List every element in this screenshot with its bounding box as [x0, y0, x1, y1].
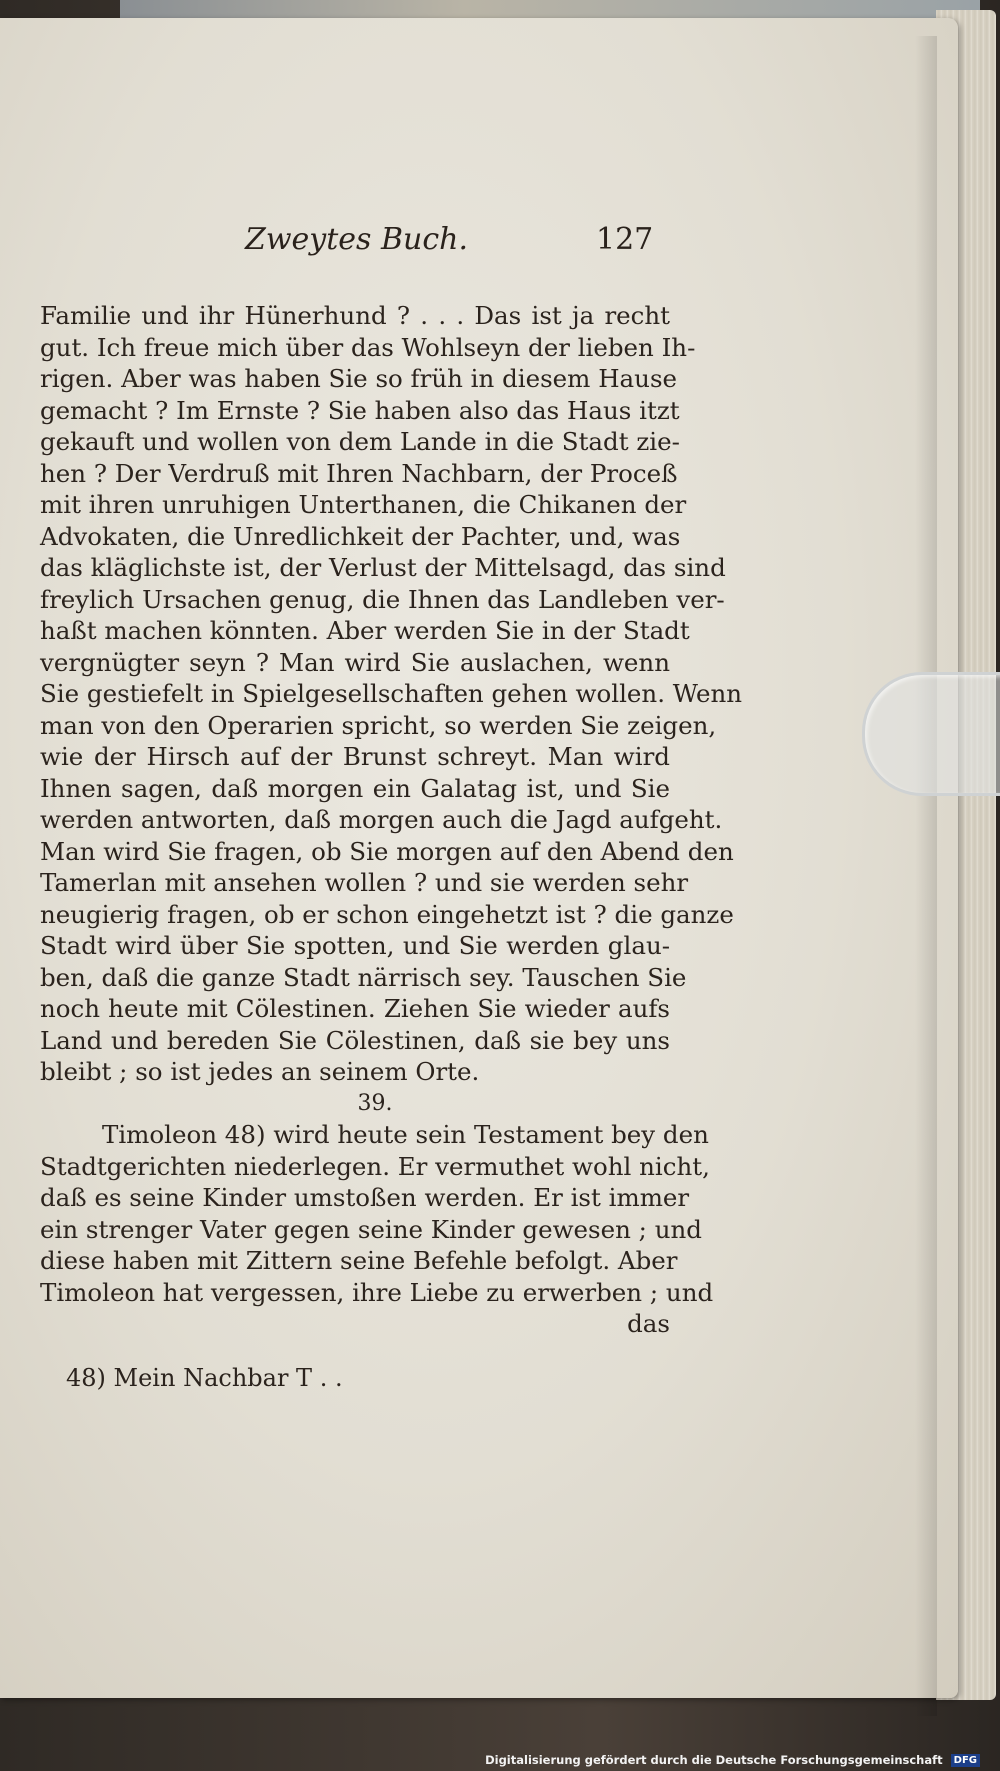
page-clip	[862, 672, 1000, 796]
text-line: werden antworten, daß morgen auch die Jagd aufgeht.	[40, 805, 723, 834]
text-line: gemacht ? Im Ernste ? Sie haben also das Haus itzt	[40, 395, 680, 425]
text-line: neugierig fragen, ob er schon eingehetzt ist ? die ganze	[40, 899, 734, 929]
text-line: freylich Ursachen genug, die Ihnen das Landleben ver-	[40, 584, 725, 614]
running-head	[0, 222, 1000, 274]
book-page	[0, 18, 958, 1698]
text-line: gut. Ich freue mich über das Wohlseyn der lieben Ih-	[40, 332, 696, 362]
dfg-logo: DFG	[951, 1754, 980, 1767]
running-head-title: Zweytes Buch.	[245, 222, 468, 257]
page-fore-edge-shadow	[915, 36, 937, 1716]
text-line: ein strenger Vater gegen seine Kinder gewesen ; und	[40, 1214, 702, 1244]
digitization-credit	[485, 1753, 980, 1767]
text-line: wie der Hirsch auf der Brunst schreyt. Man wird	[40, 742, 670, 771]
text-line: Sie gestiefelt in Spielgesellschaften gehen wollen. Wenn	[40, 679, 743, 708]
text-line: Advokaten, die Unredlichkeit der Pachter, und, was	[40, 521, 681, 551]
footnote: 48) Mein Nachbar T . .	[66, 1364, 343, 1392]
text-line: diese haben mit Zittern seine Befehle befolgt. Aber	[40, 1246, 678, 1275]
text-line: Ihnen sagen, daß morgen ein Galatag ist, und Sie	[40, 773, 670, 803]
credit-text: Digitalisierung gefördert durch die Deutsche Forschungsgemeinschaft	[485, 1753, 943, 1767]
catchword: das	[627, 1309, 670, 1338]
main-text	[40, 300, 743, 1340]
text-line: Stadtgerichten niederlegen. Er vermuthet wohl nicht,	[40, 1151, 710, 1181]
text-line: haßt machen könnten. Aber werden Sie in der Stadt	[40, 616, 690, 645]
text-line: Timoleon 48) wird heute sein Testament bey den	[102, 1120, 709, 1149]
text-line: Familie und ihr Hünerhund ? . . . Das ist ja recht	[40, 301, 670, 330]
text-line: mit ihren unruhigen Unterthanen, die Chikanen der	[40, 490, 687, 519]
text-line: Stadt wird über Sie spotten, und Sie werden glau-	[40, 931, 670, 960]
text-line: noch heute mit Cölestinen. Ziehen Sie wieder aufs	[40, 994, 670, 1023]
page-number: 127	[596, 222, 654, 257]
text-line: ben, daß die ganze Stadt närrisch sey. Tauschen Sie	[40, 962, 687, 992]
text-line: man von den Operarien spricht, so werden Sie zeigen,	[40, 710, 717, 740]
text-line: rigen. Aber was haben Sie so früh in diesem Hause	[40, 364, 678, 393]
text-line: gekauft und wollen von dem Lande in die Stadt zie-	[40, 427, 680, 456]
text-line: vergnügter seyn ? Man wird Sie auslachen, wenn	[40, 647, 670, 677]
text-line: daß es seine Kinder umstoßen werden. Er ist immer	[40, 1183, 690, 1212]
section-number: 39.	[357, 1090, 393, 1116]
text-line: hen ? Der Verdruß mit Ihren Nachbarn, der Proceß	[40, 458, 678, 488]
text-line: das kläglichste ist, der Verlust der Mittelsagd, das sind	[40, 553, 726, 582]
text-line: Tamerlan mit ansehen wollen ? und sie werden sehr	[40, 868, 689, 897]
text-line: Man wird Sie fragen, ob Sie morgen auf den Abend den	[40, 836, 734, 866]
text-line: Land und bereden Sie Cölestinen, daß sie bey uns	[40, 1025, 670, 1055]
text-line: Timoleon hat vergessen, ihre Liebe zu erwerben ; und	[40, 1277, 714, 1307]
text-line: bleibt ; so ist jedes an seinem Orte.	[40, 1057, 480, 1086]
